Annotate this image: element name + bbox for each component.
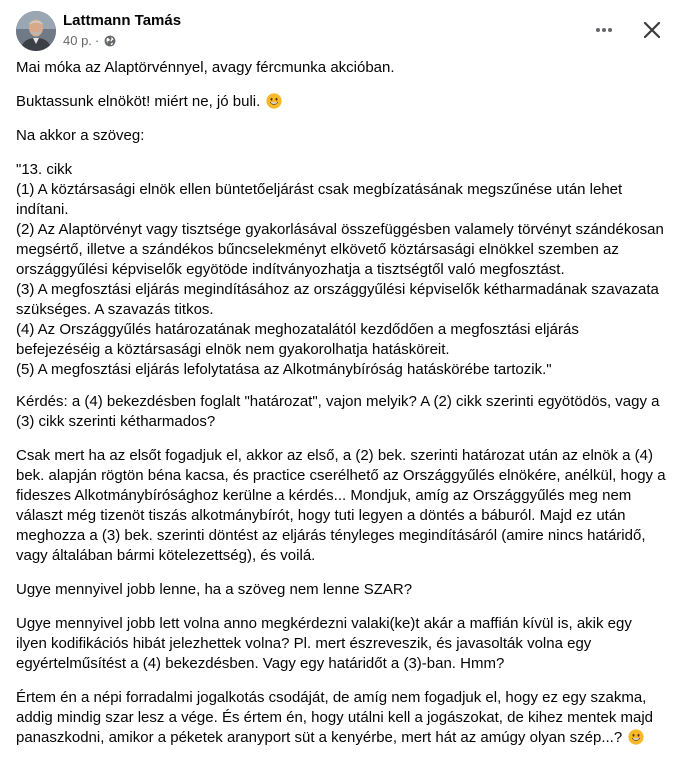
post-meta <box>63 32 116 49</box>
globe-icon <box>104 35 116 47</box>
post-paragraph <box>16 614 666 674</box>
quoted-article <box>16 160 666 380</box>
paragraph-text: Mai móka az Alaptörvénnyel, avagy fércmunka akcióban. <box>16 59 395 76</box>
avatar-image <box>16 11 56 51</box>
author-name[interactable]: Lattmann Tamás <box>63 12 182 29</box>
more-options-button[interactable] <box>588 14 620 46</box>
paragraph-text: Na akkor a szöveg: <box>16 127 145 144</box>
meta-separator: · <box>94 33 100 48</box>
paragraph-text: Csak mert ha az elsőt fogadjuk el, akkor az első, a (2) bek. szerinti határozat után az elnök a (4) bek. alapján rögtön béna kacsa, és practice cserélhető az Országgyűlés elnökére, anélkül, hogy a fideszes Alkotmánybírósághoz kerülne a kérdés... Mondjuk, amíg az Országgyűlés meg nem választ még tizenöt tiszás alkotmánybírót, hogy tuti legyen a döntés a báburól. Majd ez után meghozza a (3) bek. szerinti döntést az eljárás tényleges megindításáról (amire nincs határidő, vagy általában bármi kötelezettség), és voilá. <box>16 447 666 564</box>
paragraph-text: Buktassunk elnököt! miért ne, jó buli. <box>16 93 261 110</box>
post-time[interactable]: 40 p. <box>63 33 92 48</box>
smiling-face-emoji <box>628 729 644 745</box>
paragraph-text: Ugye mennyivel jobb lett volna anno megkérdezni valaki(ke)t akár a maffián kívül is, akik egy ilyen kodifikációs hibát jelezhettek volna? Pl. mert észreveszik, és javasolták volna egy egyértelműsítést a (4) bekezdésben. Vagy egy határidőt a (3)-ban. Hmm? <box>16 615 632 672</box>
post-paragraph <box>16 58 666 78</box>
post-paragraph <box>16 580 666 600</box>
post-paragraph <box>16 392 666 432</box>
post-text <box>16 58 666 762</box>
paragraph-text: Kérdés: a (4) bekezdésben foglalt "határozat", vajon melyik? A (2) cikk szerinti egyötödös, vagy a (3) cikk szerinti kétharmados? <box>16 393 660 430</box>
paragraph-text: Értem én a népi forradalmi jogalkotás csodáját, de amíg nem fogadjuk el, hogy ez egy szakma, addig mindig szar lesz a vége. És értem én, hogy utálni kell a jogászokat, de kihez mentek majd panaszkodni, amikor a péketek aranyport süt a kenyérbe, mert hát az amúgy olyan szép...? <box>16 689 654 746</box>
avatar[interactable] <box>16 11 56 51</box>
more-horizontal-icon <box>594 20 614 40</box>
post-paragraph <box>16 126 666 146</box>
paragraph-text: "13. cikk (1) A köztársasági elnök ellen büntetőeljárást csak megbízatásának megszűnése után lehet indítani. (2) Az Alaptörvényt vagy tisztsége gyakorlásával összefüggésben valamely törvényt szándékosan megsértő, illetve a szándékos bűncselekményt elkövető köztársasági elnökkel szemben az országgyűlési képviselők egyötöde indítványozhatja a tisztségtől való megfosztást. (3) A megfosztási eljárás megindításához az országgyűlési képviselők kétharmadának szavazata szükséges. A szavazás titkos. (4) Az Országgyűlés határozatának meghozatalától kezdődően a megfosztási eljárás befejezéséig a köztársasági elnök nem gyakorolhatja hatásköreit. (5) A megfosztási eljárás lefolytatása az Alkotmánybíróság hatáskörébe tartozik." <box>16 161 664 378</box>
smiling-face-emoji <box>266 93 282 109</box>
close-icon <box>642 20 662 40</box>
post-paragraph <box>16 688 666 748</box>
paragraph-text: Ugye mennyivel jobb lenne, ha a szöveg nem lenne SZAR? <box>16 581 413 598</box>
post-paragraph <box>16 92 666 112</box>
post-paragraph <box>16 446 666 566</box>
post-header <box>0 0 680 58</box>
close-button[interactable] <box>636 14 668 46</box>
